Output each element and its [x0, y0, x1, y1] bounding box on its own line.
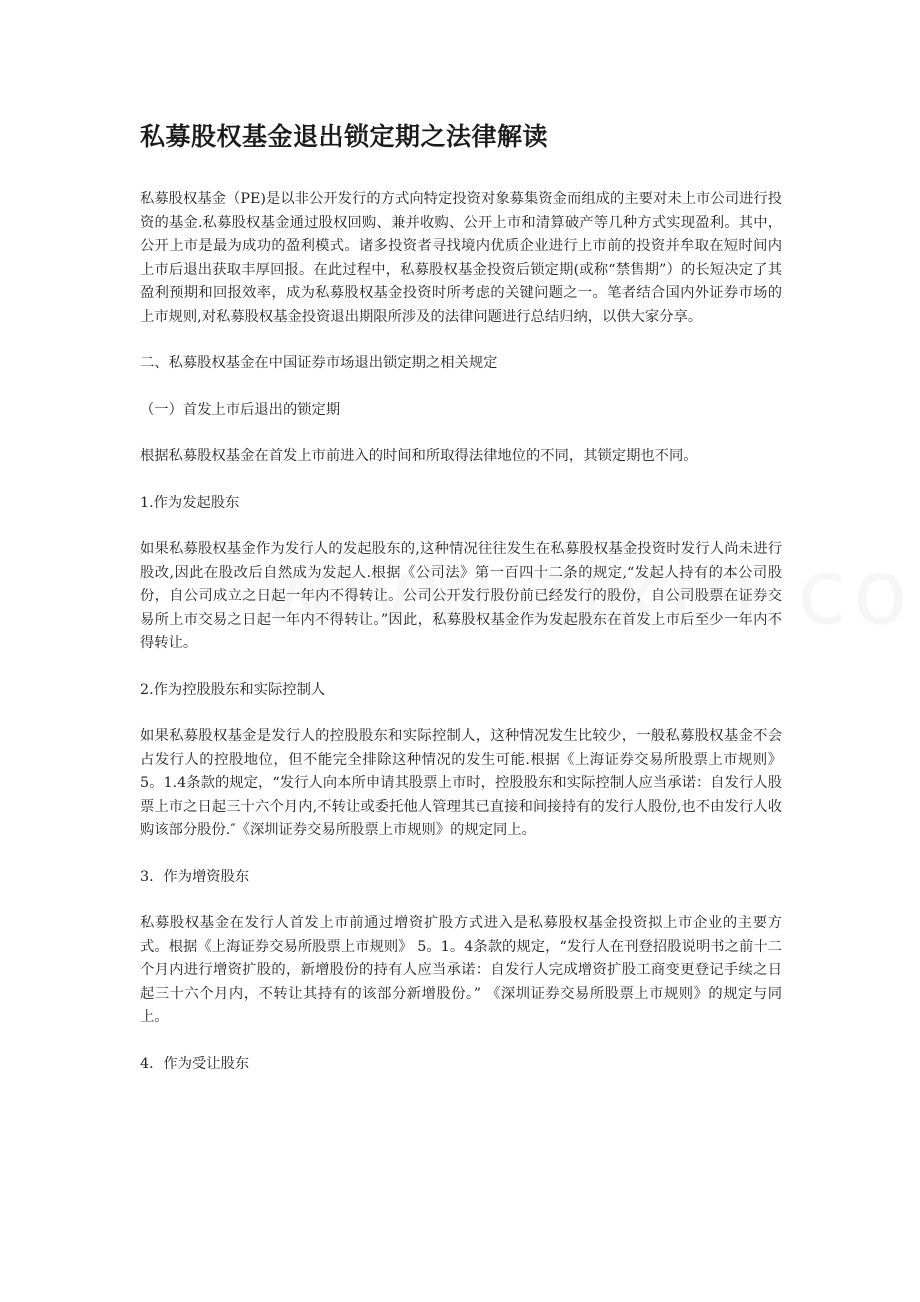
document-title: 私募股权基金退出锁定期之法律解读 [140, 122, 549, 151]
item-4-heading: 4．作为受让股东 [140, 1055, 250, 1072]
item-3-heading: 3．作为增资股东 [140, 868, 250, 885]
item-2-heading: 2.作为控股股东和实际控制人 [140, 681, 326, 698]
subsection-1-heading: （一）首发上市后退出的锁定期 [140, 401, 341, 418]
item-1-paragraph: 如果私募股权基金作为发行人的发起股东的,这种情况往往发生在私募股权基金投资时发行人尚未进行股改,因此在股改后自然成为发起人.根据《公司法》第一百四十二条的规定,“发起人持有的本公司股份，自公司成立之日起一年内不得转让。公司公开发行股份前已经发行的股份，自公司股票在证券交易所上市交易之日起一年内不得转让。”因此，私募股权基金作为发起股东在首发上市后至少一年内不得转让。 [140, 541, 782, 651]
section-2-heading: 二、私募股权基金在中国证券市场退出锁定期之相关规定 [140, 355, 498, 371]
subsection-1-intro: 根据私募股权基金在首发上市前进入的时间和所取得法律地位的不同，其锁定期也不同。 [140, 448, 698, 464]
item-2-paragraph: 如果私募股权基金是发行人的控股股东和实际控制人，这种情况发生比较少，一般私募股权基金不会占发行人的控股地位，但不能完全排除这种情况的发生可能.根据《上海证券交易所股票上市规则》 5。1.4条款的规定，“发行人向本所申请其股票上市时，控股股东和实际控制人应当承诺：自发行人股票上市之日起三十六个月内,不转让或委托他人管理其已直接和间接持有的发行人股份,也不由发行人收购该部分股份.″《深圳证券交易所股票上市规则》的规定同上。 [140, 728, 782, 838]
document-page [140, 112, 782, 1099]
item-3-paragraph: 私募股权基金在发行人首发上市前通过增资扩股方式进入是私募股权基金投资拟上市企业的主要方式。根据《上海证券交易所股票上市规则》 5。1。4条款的规定，“发行人在刊登招股说明书之前十二个月内进行增资扩股的，新增股份的持有人应当承诺：自发行人完成增资扩股工商变更登记手续之日起三十六个月内，不转让其持有的该部分新增股份。” 《深圳证券交易所股票上市规则》的规定与同上。 [140, 915, 782, 1025]
item-1-heading: 1.作为发起股东 [140, 494, 240, 511]
intro-paragraph: 私募股权基金（PE)是以非公开发行的方式向特定投资对象募集资金而组成的主要对未上市公司进行投资的基金.私募股权基金通过股权回购、兼并收购、公开上市和清算破产等几种方式实现盈利。其中，公开上市是最为成功的盈利模式。诸多投资者寻找境内优质企业进行上市前的投资并牟取在短时间内上市后退出获取丰厚回报。在此过程中，私募股权基金投资后锁定期(或称“禁售期”）的长短决定了其盈利预期和回报效率，成为私募股权基金投资时所考虑的关键问题之一。笔者结合国内外证券市场的上市规则,对私募股权基金投资退出期限所涉及的法律问题进行总结归纳，以供大家分享。 [140, 191, 782, 325]
